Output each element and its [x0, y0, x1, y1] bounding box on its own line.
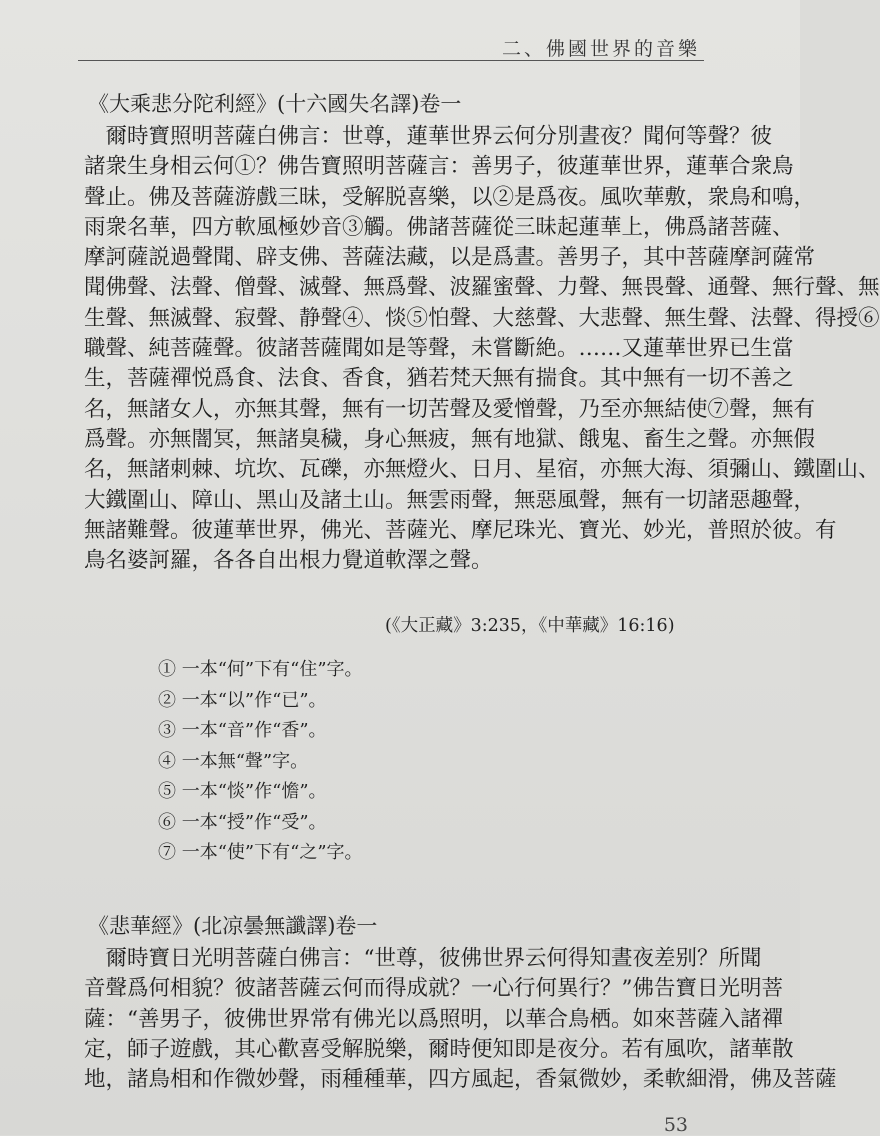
text-line: 爲聲。亦無闇冥，無諸臭穢，身心無疲，無有地獄、餓鬼、畜生之聲。亦無假 — [84, 426, 816, 452]
header-rule — [78, 60, 704, 61]
text-line: 聞佛聲、法聲、僧聲、滅聲、無爲聲、波羅蜜聲、力聲、無畏聲、通聲、無行聲、無 — [84, 275, 880, 301]
text-line: 名，無諸刺棘、坑坎、瓦礫，亦無燈火、日月、星宿，亦無大海、須彌山、鐵圍山、 — [84, 457, 880, 483]
text-line: 摩訶薩説過聲聞、辟支佛、菩薩法藏，以是爲晝。善男子，其中菩薩摩訶薩常 — [84, 245, 816, 271]
text-line: 音聲爲何相貌？彼諸菩薩云何而得成就？一心行何異行？”佛告寶日光明菩 — [84, 976, 783, 1002]
footnote: ⑦ 一本“使”下有“之”字。 — [158, 842, 363, 863]
text-line: 生聲、無滅聲、寂聲、静聲④、惔⑤怕聲、大慈聲、大悲聲、無生聲、法聲、得授⑥ — [84, 305, 880, 331]
text-line: 爾時寶日光明菩薩白佛言：“世尊，彼佛世界云何得知晝夜差别？所聞 — [84, 946, 762, 971]
running-header: 二、佛國世界的音樂 — [501, 38, 700, 60]
footnote: ⑤ 一本“惔”作“憺”。 — [158, 781, 327, 802]
text-line: 雨衆名華，四方軟風極妙音③觸。佛諸菩薩從三昧起蓮華上，佛爲諸菩薩、 — [84, 214, 794, 240]
footnote: ② 一本“以”作“已”。 — [158, 689, 327, 711]
text-line: 生，菩薩禪悦爲食、法食、香食，猶若梵天無有揣食。其中無有一切不善之 — [84, 366, 794, 392]
footnote: ① 一本“何”下有“住”字。 — [158, 659, 363, 680]
text-line: 定，師子遊戲，其心歡喜受解脱樂，爾時便知即是夜分。若有風吹，諸華散 — [84, 1036, 794, 1062]
footnotes — [158, 655, 363, 869]
text-line: 無諸難聲。彼蓮華世界，佛光、菩薩光、摩尼珠光、寶光、妙光，普照於彼。有 — [84, 517, 837, 543]
text-line: 名，無諸女人，亦無其聲，無有一切苦聲及愛憎聲，乃至亦無結使⑦聲，無有 — [84, 396, 816, 422]
text-line: 大鐵圍山、障山、黑山及諸土山。無雲雨聲，無惡風聲，無有一切諸惡趣聲， — [84, 487, 816, 513]
citation: (《大正藏》3:235，《中華藏》16:16) — [385, 616, 675, 636]
section-title-dasheng: 《大乘悲分陀利經》(十六國失名譯)卷一 — [88, 92, 462, 116]
text-line: 薩：“善男子，彼佛世界常有佛光以爲照明，以華合鳥栖。如來菩薩入諸禪 — [84, 1006, 783, 1032]
footnote: ③ 一本“音”作“香”。 — [158, 720, 327, 741]
section-title-beihua: 《悲華經》(北凉曇無讖譯)卷一 — [88, 914, 378, 938]
passage-beihua — [84, 944, 837, 1095]
page-number: 53 — [663, 1114, 688, 1136]
text-line: 職聲、純菩薩聲。彼諸菩薩聞如是等聲，未嘗斷絶。……又蓮華世界已生當 — [84, 336, 794, 362]
text-line: 聲止。佛及菩薩游戲三昧，受解脱喜樂，以②是爲夜。風吹華敷，衆鳥和鳴， — [84, 184, 816, 210]
text-line: 諸衆生身相云何①？佛告寶照明菩薩言：善男子，彼蓮華世界，蓮華合衆鳥 — [84, 154, 794, 180]
text-line: 爾時寶照明菩薩白佛言：世尊，蓮華世界云何分別晝夜？聞何等聲？彼 — [84, 124, 773, 149]
text-line: 地，諸鳥相和作微妙聲，雨種種華，四方風起，香氣微妙，柔軟細滑，佛及菩薩 — [84, 1067, 837, 1093]
footnote: ⑥ 一本“授”作“受”。 — [158, 811, 327, 833]
passage-dasheng — [84, 122, 880, 576]
text-line: 鳥名婆訶羅，各各自出根力覺道軟澤之聲。 — [84, 548, 493, 574]
footnote: ④ 一本無“聲”字。 — [158, 750, 309, 772]
